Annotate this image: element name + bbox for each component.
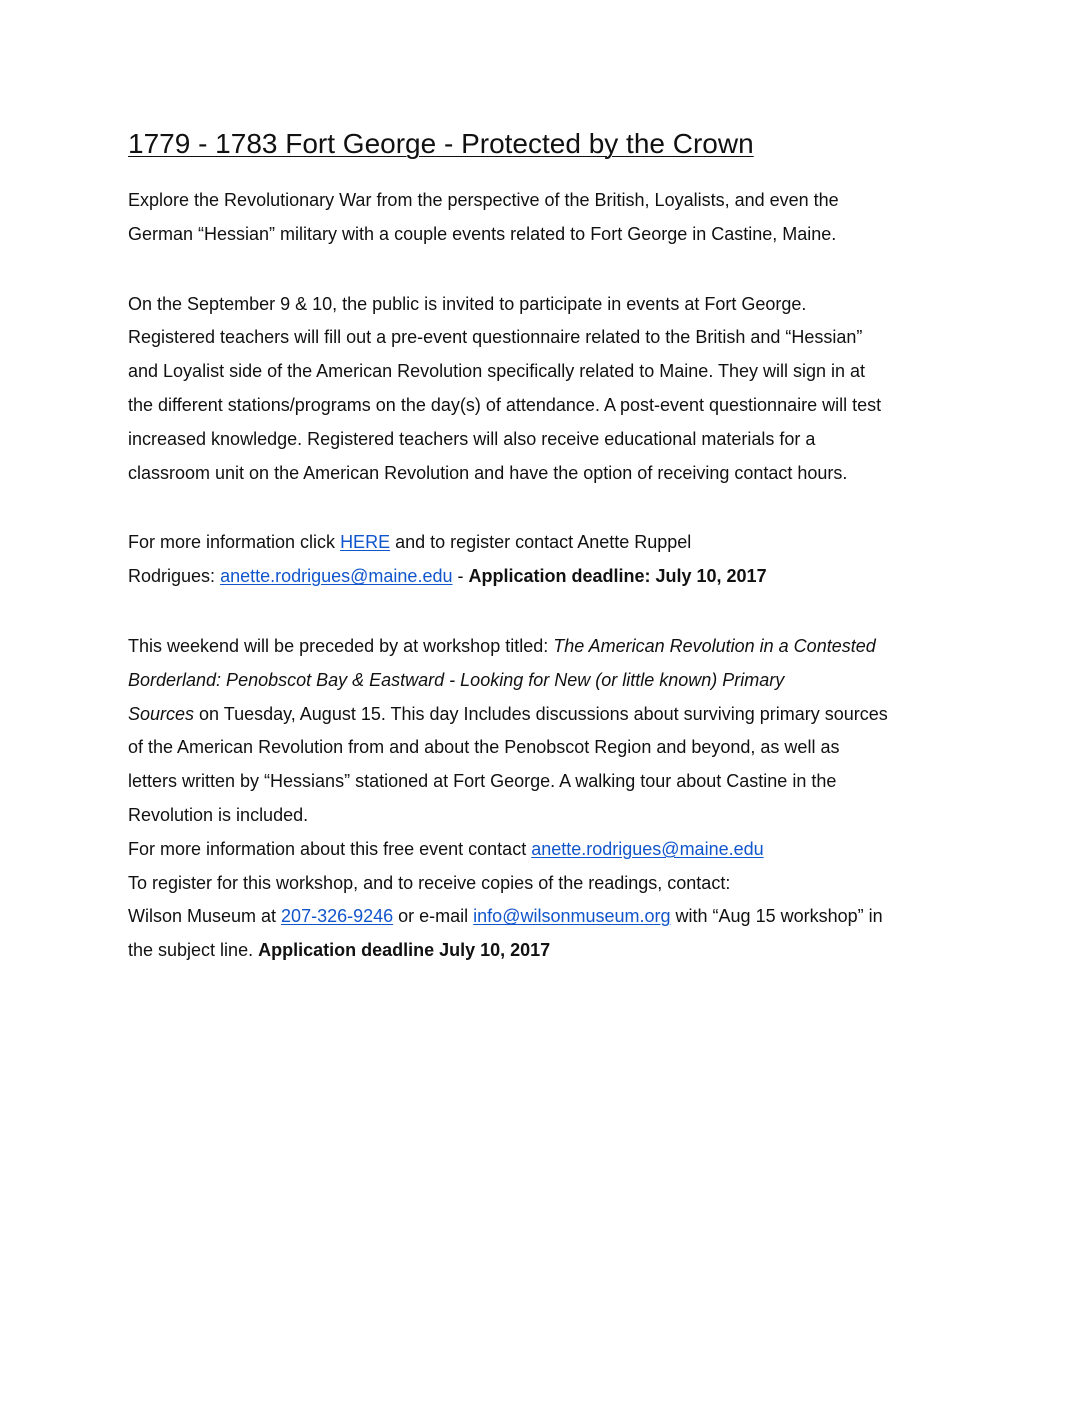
more-info-link[interactable]: HERE [340,532,391,553]
registration-text: Rodrigues: [128,566,221,587]
intro-line-2: German “Hessian” military with a couple events related to Fort George in Castine, Maine. [128,223,837,244]
workshop-line-3 [128,698,968,732]
application-deadline: Application deadline: July 10, 2017 [468,566,767,587]
museum-phone-link[interactable]: 207-326-9246 [281,906,394,927]
workshop-title: The American Revolution in a Contested [553,635,876,656]
registration-paragraph [128,526,968,594]
workshop-line-6: Revolution is included. [128,804,309,825]
spacer [128,252,968,288]
events-line-1: On the September 9 & 10, the public is invited to participate in events at Fort George. [128,293,807,314]
spacer [128,490,968,526]
workshop-text: For more information about this free event contact [128,838,532,859]
document-page [128,124,968,968]
workshop-deadline: Application deadline July 10, 2017 [258,940,551,961]
workshop-text: or e-mail [393,906,474,927]
workshop-line-2: Borderland: Penobscot Bay & Eastward - Looking for New (or little known) Primary [128,669,785,690]
page-title: 1779 - 1783 Fort George - Protected by the Crown [128,128,754,159]
workshop-text: Wilson Museum at [128,906,282,927]
workshop-text: with “Aug 15 workshop” in [670,906,883,927]
registration-line-1 [128,526,968,560]
events-line-4: the different stations/programs on the day(s) of attendance. A post-event questionnaire will test [128,394,882,415]
museum-email-link[interactable]: info@wilsonmuseum.org [473,906,671,927]
workshop-line-10 [128,934,968,968]
events-paragraph [128,288,968,491]
workshop-line-5: letters written by “Hessians” stationed at Fort George. A walking tour about Castine in the [128,771,837,792]
workshop-line-8: To register for this workshop, and to receive copies of the readings, contact: [128,872,731,893]
registration-text: - [452,566,469,587]
free-event-email-link[interactable]: anette.rodrigues@maine.edu [531,838,764,859]
workshop-line-7 [128,833,968,867]
workshop-text: the subject line. [128,940,259,961]
spacer [128,594,968,630]
workshop-line-9 [128,900,968,934]
workshop-text: This weekend will be preceded by at workshop titled: [128,635,554,656]
workshop-line-4: of the American Revolution from and about the Penobscot Region and beyond, as well as [128,737,840,758]
registration-text: and to register contact Anette Ruppel [390,532,692,553]
events-line-2: Registered teachers will fill out a pre-event questionnaire related to the British and “Hessian” [128,327,863,348]
registration-line-2 [128,560,968,594]
events-line-5: increased knowledge. Registered teachers will also receive educational materials for a [128,428,816,449]
contact-email-link[interactable]: anette.rodrigues@maine.edu [220,566,453,587]
workshop-title: Sources [128,703,195,724]
registration-text: For more information click [128,532,341,553]
workshop-text: on Tuesday, August 15. This day Includes discussions about surviving primary sources [194,703,888,724]
events-line-3: and Loyalist side of the American Revolution specifically related to Maine. They will sign in at [128,361,866,382]
intro-line-1: Explore the Revolutionary War from the perspective of the British, Loyalists, and even the [128,190,839,210]
workshop-line-1 [128,630,968,664]
intro-paragraph [128,184,968,252]
workshop-paragraph [128,630,968,968]
events-line-6: classroom unit on the American Revolution and have the option of receiving contact hours. [128,462,848,483]
